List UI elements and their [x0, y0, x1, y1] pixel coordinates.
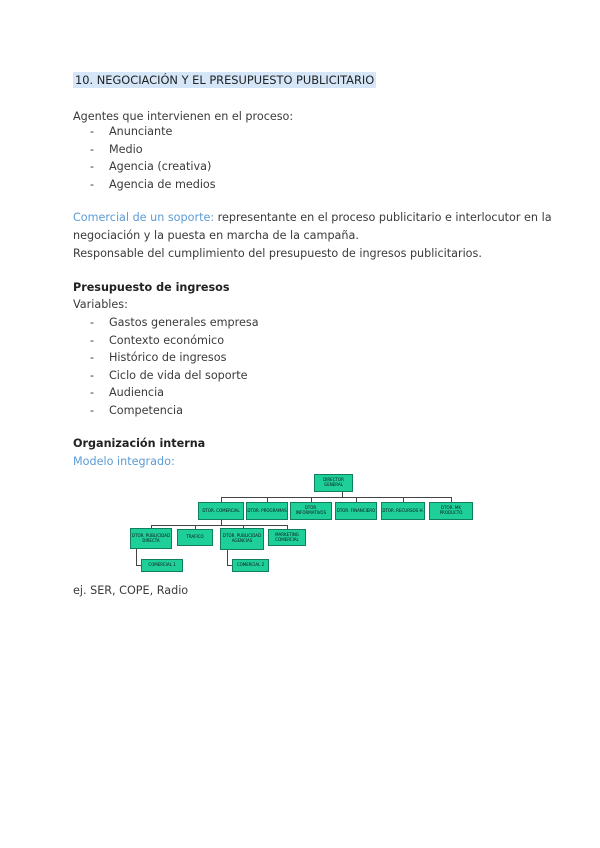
org-node: COMERCIAL 2 — [232, 559, 269, 572]
organizacion-heading: Organización interna — [73, 437, 206, 450]
org-node: COMERCIAL 1 — [141, 559, 183, 572]
comercial-definition: representante en el proceso publicitario e interlocutor en la — [217, 211, 552, 224]
org-node: TRAFICO — [177, 529, 213, 546]
org-node-root: DIRECTOR GENERAL — [314, 474, 353, 492]
comercial-paragraph — [73, 211, 552, 224]
org-node: DTOR. PROGRAMAS — [246, 502, 288, 520]
org-node: MARKETING COMERCIAL — [268, 529, 306, 546]
org-node: DTOR. COMERCIAL — [198, 502, 244, 520]
org-node: DTOR. MK PRODUCTO — [429, 502, 473, 520]
org-node: DTOR. FINANCIERO — [335, 502, 377, 520]
example-text: ej. SER, COPE, Radio — [73, 584, 189, 597]
agents-intro: Agentes que intervienen en el proceso: — [73, 110, 294, 123]
comercial-term: Comercial de un soporte: — [73, 211, 215, 224]
org-node: DTOR. PUBLICIDAD DIRECTA — [130, 528, 172, 549]
variables-label: Variables: — [73, 298, 128, 311]
org-node: DTOR. INFORMATIVOS — [290, 502, 332, 520]
modelo-integrado-label: Modelo integrado: — [73, 455, 175, 468]
comercial-line-3: Responsable del cumplimiento del presupuesto de ingresos publicitarios. — [73, 247, 482, 260]
comercial-line-2: negociación y la puesta en marcha de la campaña. — [73, 229, 359, 242]
org-node: DTOR. PUBLICIDAD AGENCIAS — [220, 528, 264, 550]
page-title: 10. NEGOCIACIÓN Y EL PRESUPUESTO PUBLICITARIO — [75, 73, 375, 87]
org-node: DTOR. RECURSOS H. — [381, 502, 425, 520]
presupuesto-heading: Presupuesto de ingresos — [73, 281, 230, 294]
